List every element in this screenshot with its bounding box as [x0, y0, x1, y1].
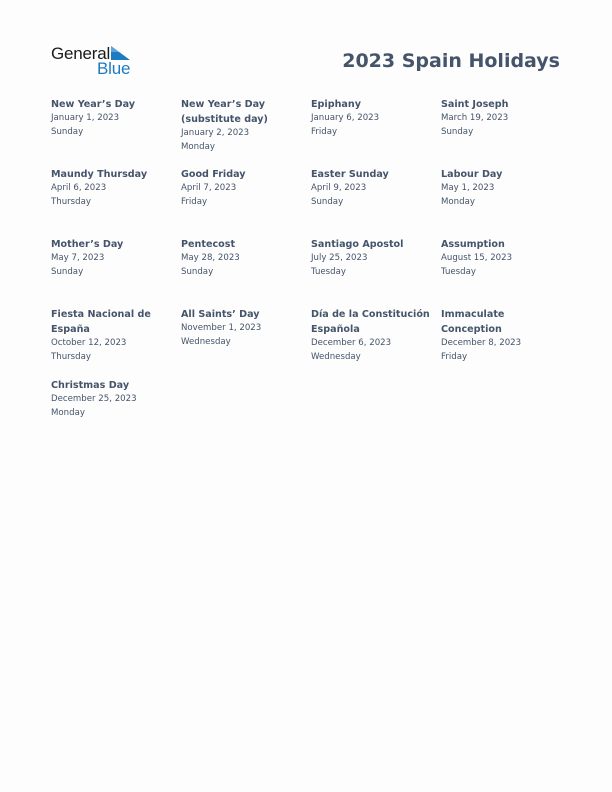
holiday-name: Santiago Apostol — [311, 239, 404, 250]
holiday-item — [51, 97, 171, 140]
holiday-date: December 6, 2023 — [311, 338, 392, 348]
holiday-item — [181, 237, 301, 280]
holiday-name: Immaculate Conception — [441, 309, 505, 335]
holiday-date: May 7, 2023 — [51, 253, 105, 263]
holiday-name: Easter Sunday — [311, 169, 389, 180]
holiday-date: May 1, 2023 — [441, 183, 495, 193]
holiday-weekday: Monday — [51, 407, 85, 418]
holiday-weekday: Monday — [181, 141, 215, 152]
holiday-item — [181, 167, 301, 210]
holiday-weekday: Friday — [441, 351, 468, 362]
holiday-name: Fiesta Nacional de España — [51, 309, 151, 335]
holiday-item — [51, 378, 171, 421]
holiday-date: May 28, 2023 — [181, 253, 240, 263]
holiday-weekday: Sunday — [441, 126, 474, 137]
holiday-name: Mother’s Day — [51, 239, 124, 250]
holiday-item — [51, 307, 171, 365]
holiday-weekday: Wednesday — [181, 336, 231, 347]
holiday-item — [311, 167, 431, 210]
holiday-weekday: Sunday — [311, 196, 344, 207]
holiday-name: Epiphany — [311, 99, 361, 110]
holiday-weekday: Sunday — [51, 126, 84, 137]
holiday-name: Maundy Thursday — [51, 169, 148, 180]
holiday-name: Good Friday — [181, 169, 246, 180]
holiday-weekday: Wednesday — [311, 351, 361, 362]
holiday-weekday: Friday — [181, 196, 208, 207]
holiday-date: November 1, 2023 — [181, 323, 262, 333]
holiday-name: Christmas Day — [51, 380, 130, 391]
holiday-name: All Saints’ Day — [181, 309, 260, 320]
holiday-weekday: Monday — [441, 196, 475, 207]
generalblue-logo — [51, 44, 141, 80]
holiday-item — [441, 97, 561, 140]
holiday-name: Labour Day — [441, 169, 503, 180]
holiday-item — [51, 167, 171, 210]
holiday-date: December 8, 2023 — [441, 338, 522, 348]
holiday-item — [441, 237, 561, 280]
holiday-item — [441, 307, 561, 365]
holiday-weekday: Sunday — [51, 266, 84, 277]
holiday-weekday: Tuesday — [441, 266, 476, 277]
holiday-item — [181, 307, 301, 350]
holiday-name: New Year’s Day (substitute day) — [181, 99, 268, 125]
holiday-name: Pentecost — [181, 239, 236, 250]
holiday-weekday: Thursday — [51, 351, 91, 362]
logo-word-blue: Blue — [97, 59, 131, 78]
holiday-name: New Year’s Day — [51, 99, 136, 110]
holiday-weekday: Thursday — [51, 196, 91, 207]
holiday-item — [311, 237, 431, 280]
holiday-date: July 25, 2023 — [311, 253, 368, 263]
holiday-weekday: Tuesday — [311, 266, 346, 277]
holiday-weekday: Sunday — [181, 266, 214, 277]
holiday-item — [311, 307, 431, 365]
holiday-date: March 19, 2023 — [441, 113, 509, 123]
holiday-weekday: Friday — [311, 126, 338, 137]
holiday-name: Día de la Constitución Española — [311, 309, 430, 335]
holiday-date: April 7, 2023 — [181, 183, 237, 193]
holiday-item — [441, 167, 561, 210]
holiday-item — [181, 97, 301, 155]
holiday-date: January 2, 2023 — [181, 128, 250, 138]
logo-word-general: General — [51, 44, 111, 63]
holiday-date: October 12, 2023 — [51, 338, 127, 348]
holiday-date: January 1, 2023 — [51, 113, 120, 123]
holiday-date: August 15, 2023 — [441, 253, 513, 263]
holiday-date: April 9, 2023 — [311, 183, 367, 193]
page-title: 2023 Spain Holidays — [342, 50, 560, 72]
logo-triangle-icon — [111, 46, 130, 60]
holiday-date: December 25, 2023 — [51, 394, 137, 404]
holiday-date: April 6, 2023 — [51, 183, 107, 193]
holiday-date: January 6, 2023 — [311, 113, 380, 123]
holiday-name: Saint Joseph — [441, 99, 509, 110]
holiday-item — [311, 97, 431, 140]
holiday-item — [51, 237, 171, 280]
holiday-name: Assumption — [441, 239, 505, 250]
